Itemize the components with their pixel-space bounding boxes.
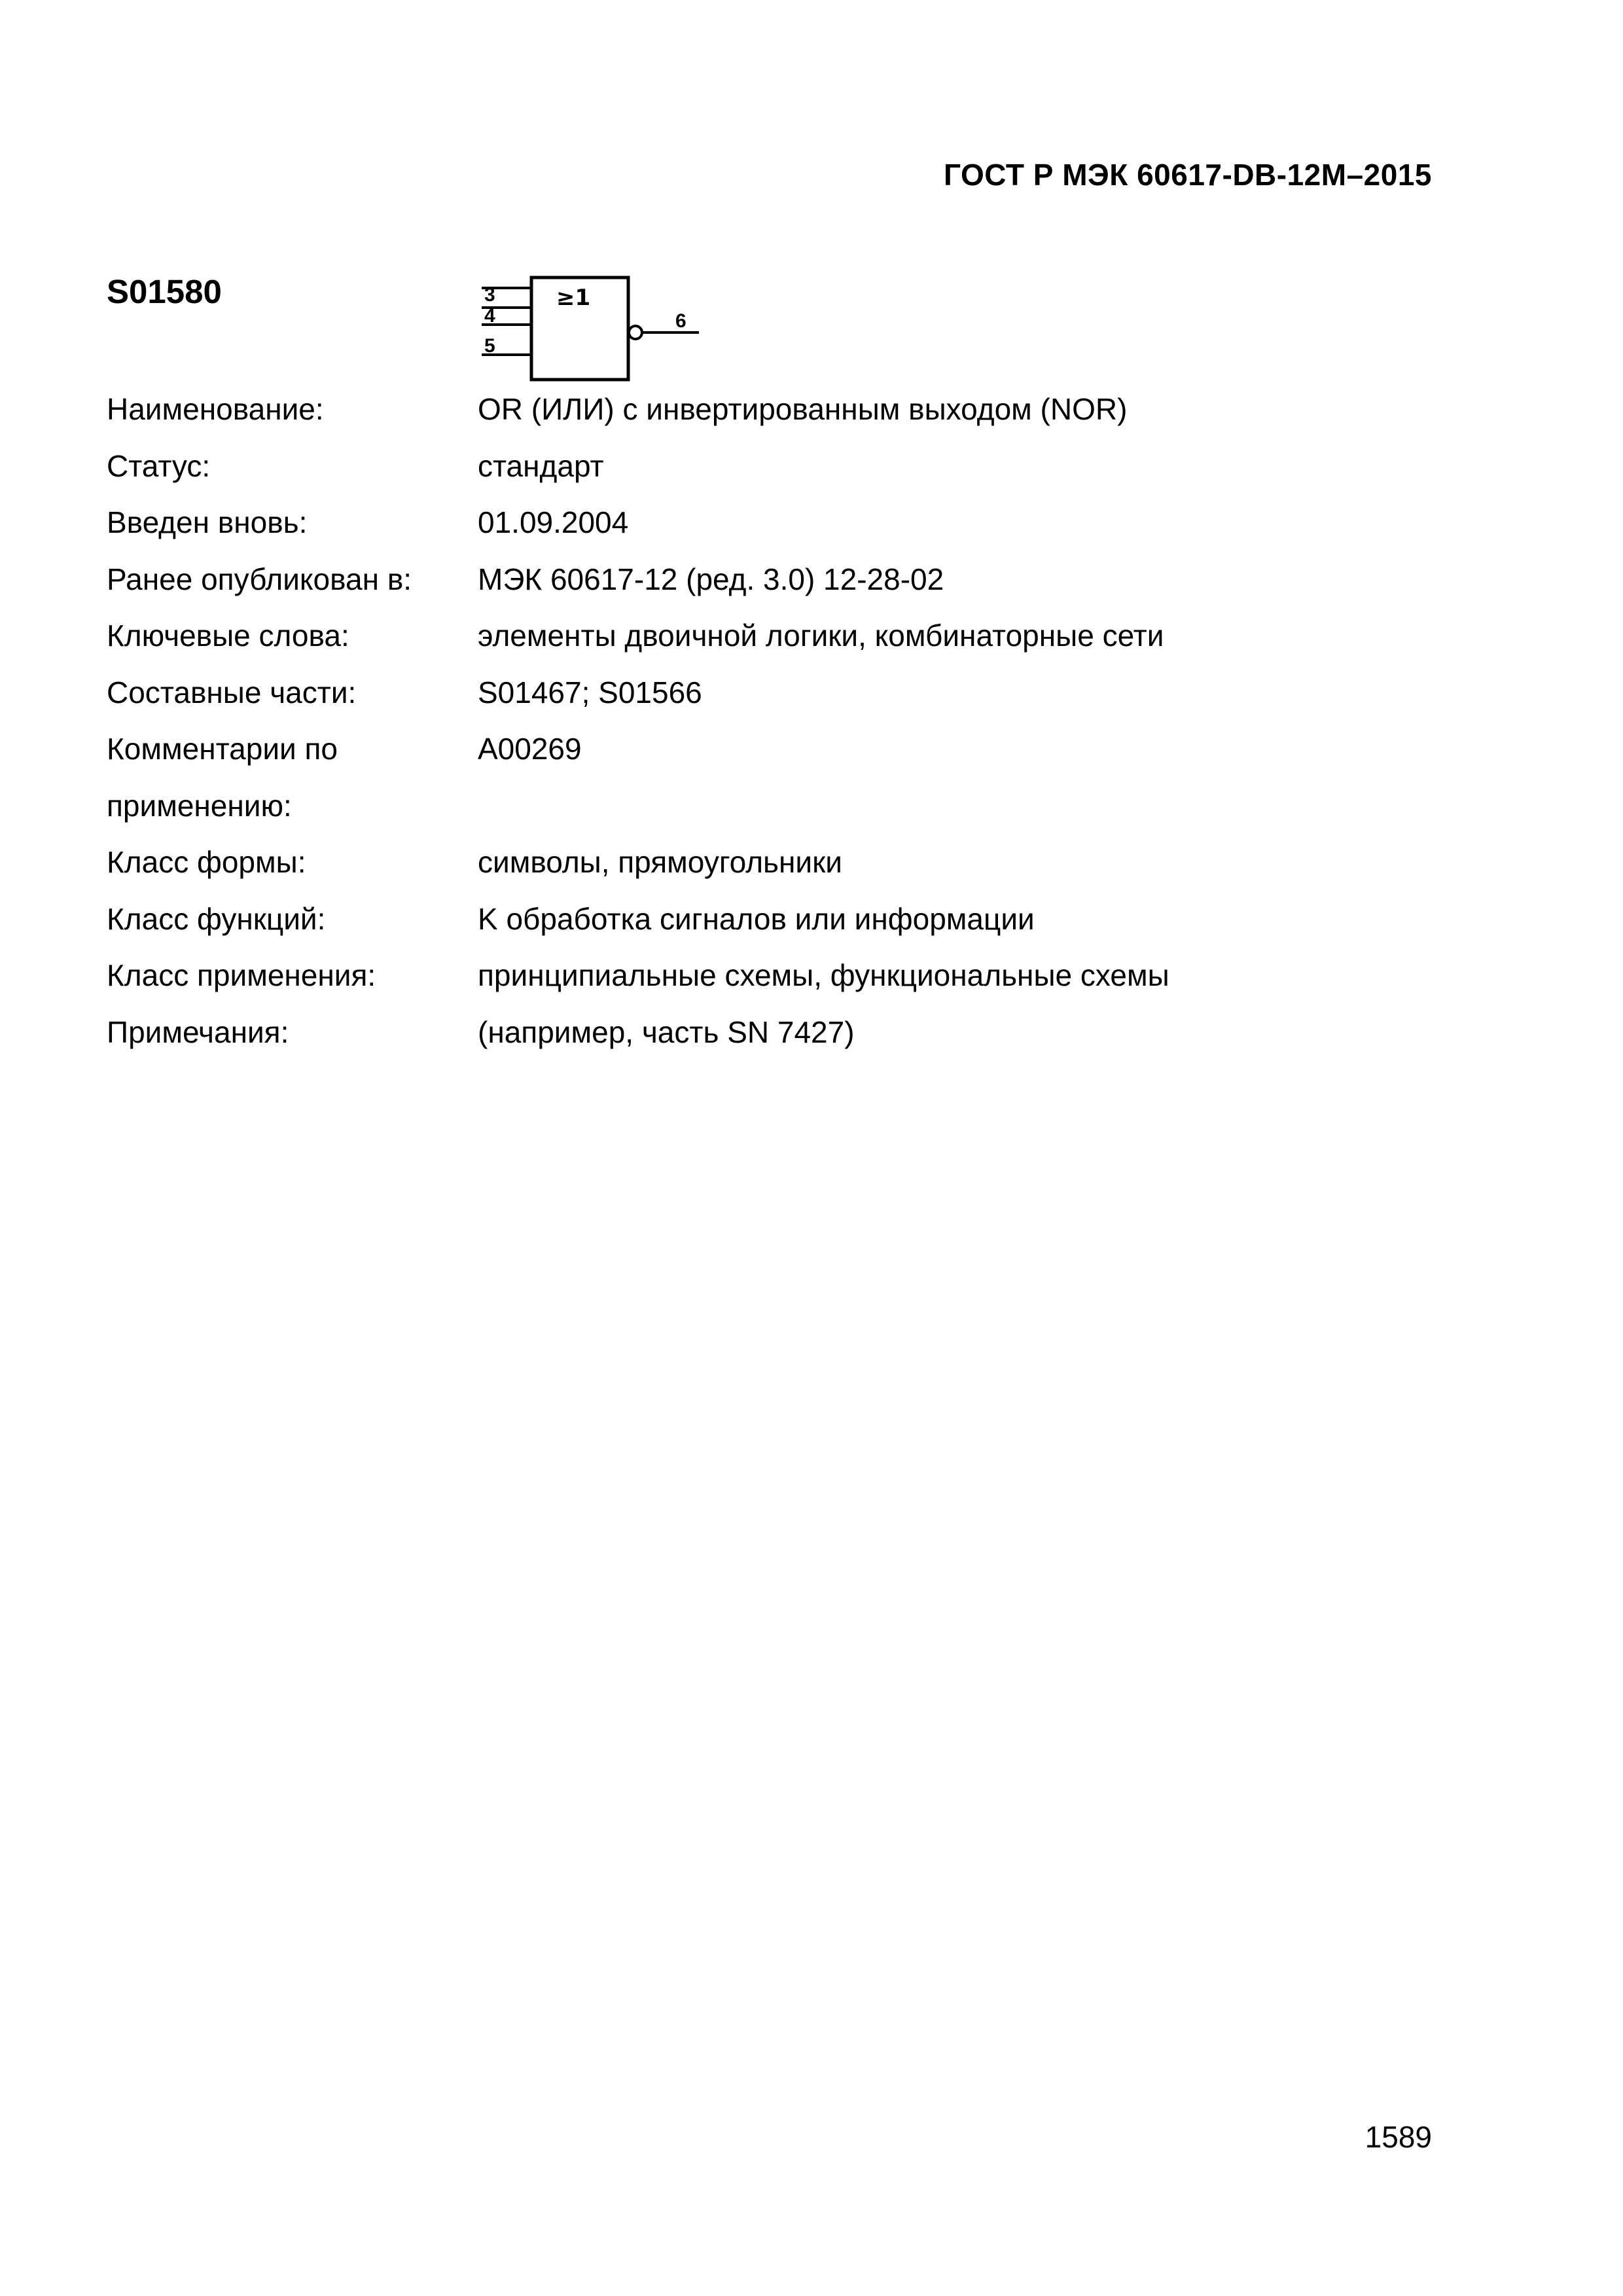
property-value: принципиальные схемы, функциональные схемы [478, 958, 1169, 992]
input-pin-label: 5 [484, 335, 495, 357]
property-label: Класс формы: [107, 845, 306, 879]
property-value: (например, часть SN 7427) [478, 1014, 855, 1049]
property-label: Комментарии по применению: [107, 732, 338, 823]
negation-circle [629, 326, 642, 339]
nor-gate-symbol-figure [478, 274, 713, 385]
page-number: 1589 [1364, 2120, 1432, 2154]
property-value: символы, прямоугольники [478, 845, 842, 879]
property-row-published-in [107, 551, 1416, 608]
page-header-standard: ГОСТ Р МЭК 60617-DB-12M–2015 [944, 158, 1432, 192]
property-label: Введен вновь: [107, 505, 308, 539]
input-pin-label: 4 [484, 305, 495, 327]
property-row-application-notes [107, 721, 1416, 834]
property-value: A00269 [478, 732, 582, 766]
property-label: Составные части: [107, 675, 357, 709]
gate-qualifier: ≥1 [556, 285, 591, 311]
property-row-name [107, 381, 1416, 438]
property-label-wrapper [107, 721, 478, 834]
symbol-code: S01580 [107, 273, 222, 310]
property-label: Ключевые слова: [107, 619, 349, 653]
property-row-keywords [107, 607, 1416, 664]
property-label: Ранее опубликован в: [107, 562, 412, 596]
property-label: Класс функций: [107, 901, 326, 936]
property-value: S01467; S01566 [478, 675, 702, 709]
property-value: стандарт [478, 448, 604, 483]
input-pin-label: 3 [484, 284, 495, 306]
property-label: Статус: [107, 448, 211, 483]
property-row-introduced [107, 494, 1416, 551]
output-pin-label: 6 [675, 310, 687, 332]
property-label: Примечания: [107, 1014, 289, 1049]
property-label: Класс применения: [107, 958, 376, 992]
property-value: OR (ИЛИ) с инвертированным выходом (NOR) [478, 392, 1128, 426]
property-row-status [107, 438, 1416, 495]
property-value: 01.09.2004 [478, 505, 629, 539]
property-value: K обработка сигналов или информации [478, 901, 1035, 936]
property-row-components [107, 664, 1416, 721]
property-label: Наименование: [107, 392, 324, 426]
property-row-shape-class [107, 834, 1416, 891]
property-value: элементы двоичной логики, комбинаторные сети [478, 619, 1164, 653]
property-row-application-class [107, 947, 1416, 1004]
property-row-function-class [107, 891, 1416, 948]
property-row-notes [107, 1004, 1416, 1061]
property-value: МЭК 60617-12 (ред. 3.0) 12-28-02 [478, 562, 944, 596]
properties-table [107, 381, 1416, 1060]
